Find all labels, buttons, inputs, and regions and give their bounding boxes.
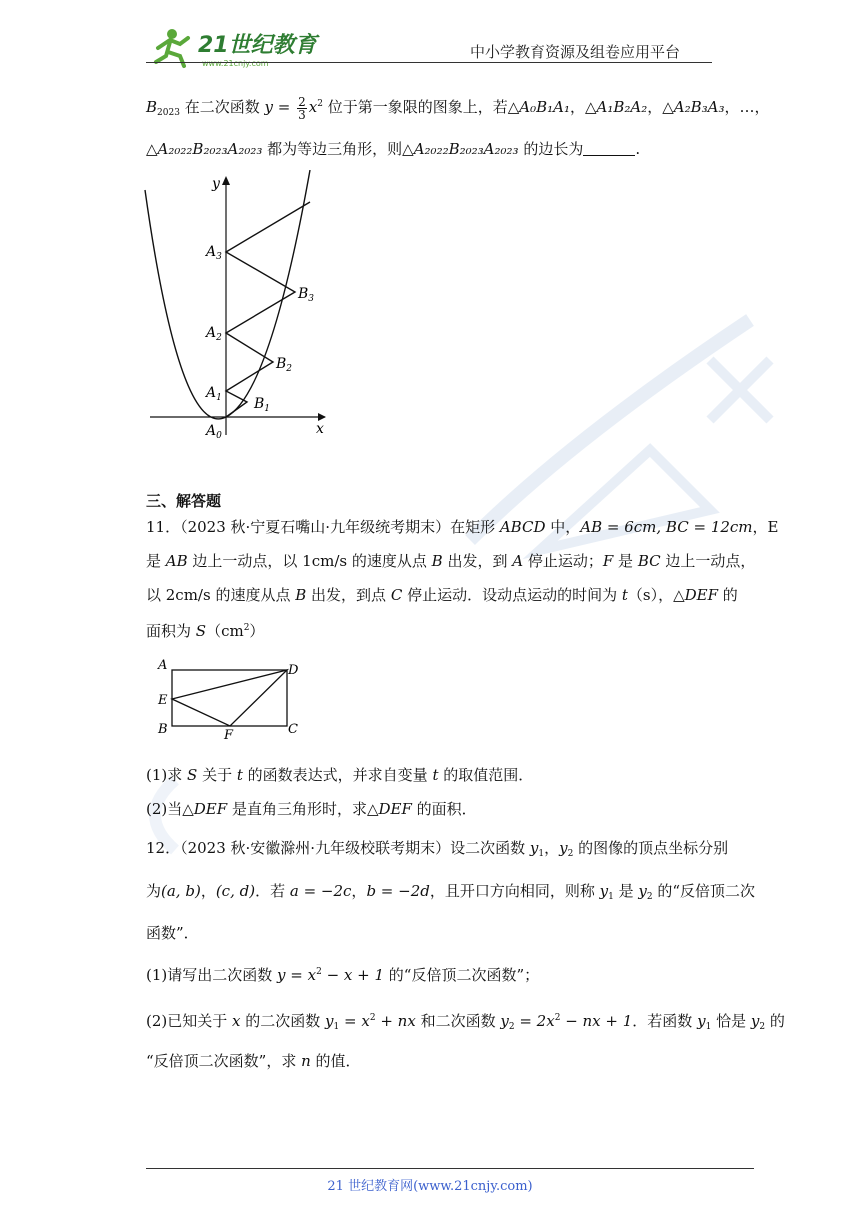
label-A: A: [158, 658, 168, 673]
q11-line1: 11．（2023 秋·宁夏石嘴山·九年级统考期末）在矩形 ABCD 中，AB = 6cm, BC = 12cm，E: [146, 518, 779, 536]
label-A3: $A_3$: [206, 244, 222, 262]
q11-part1: (1)求 S 关于 t 的函数表达式，并求自变量 t 的取值范围．: [146, 766, 534, 784]
rectangle-figure: [150, 655, 310, 740]
logo-text: 21世纪教育: [198, 33, 317, 58]
footer-link[interactable]: 21 世纪教育网(www.21cnjy.com): [327, 1179, 533, 1194]
answer-blank: [583, 141, 635, 156]
q12-line3: 函数”．: [146, 924, 199, 942]
q12-part3: “反倍顶二次函数”，求 n 的值．: [146, 1052, 361, 1070]
label-A1: $A_1$: [206, 385, 222, 403]
logo-url: www.21cnjy.com: [202, 59, 269, 68]
y-axis-arrow: [222, 176, 230, 185]
label-F: F: [224, 728, 234, 740]
runner-icon: [156, 29, 188, 66]
rectangle-abcd: [172, 670, 287, 726]
triangle-def: [172, 670, 287, 726]
label-E: E: [158, 693, 168, 708]
label-C: C: [288, 722, 298, 737]
parabola-figure: [140, 170, 340, 440]
q10-line1: $B_{2023}$ 在二次函数 y = $\frac{2}{3}$ $x^2$ 位于第一象限的图象上，若△A₀B₁A₁，△A₁B₂A₂，△A₂B₃A₃，…，: [146, 94, 770, 122]
platform-title: 中小学教育资源及组卷应用平台: [470, 43, 681, 61]
q11-line4: 面积为 $S(cm^2)$: [146, 622, 265, 640]
q11-line3: 以 2cm/s 的速度从点 B 出发，到点 C 停止运动．设动点运动的时间为 t（s），△DEF 的: [146, 586, 738, 604]
q11-line2: 是 AB 边上一动点，以 1cm/s 的速度从点 B 出发，到 A 停止运动；F 是 BC 边上一动点，: [146, 552, 756, 570]
q10-line2: △A₂₀₂₂B₂₀₂₃A₂₀₂₃ 都为等边三角形，则△A₂₀₂₂B₂₀₂₃A₂₀₂₃ 的边长为 .: [146, 140, 641, 158]
fraction: $\frac{2}{3}$: [298, 94, 306, 122]
q12-part1: (1)请写出二次函数 $y = x^2 - x + 1$ 的“反倍顶二次函数”；: [146, 966, 540, 984]
label-A2: $A_2$: [206, 325, 222, 343]
label-B3: $B_3$: [298, 286, 315, 304]
q11-part2: (2)当△DEF 是直角三角形时，求△DEF 的面积．: [146, 800, 477, 818]
parabola-curve: [145, 170, 310, 419]
q12-line2: 为(a, b)，(c, d)．若 a = −2c，b = −2d，且开口方向相同，则称 $y_1$ 是 $y_2$ 的“反倍顶二次: [146, 882, 756, 902]
label-B2: $B_2$: [276, 356, 293, 374]
x-axis-label: x: [316, 421, 324, 437]
site-logo: [150, 26, 320, 72]
section-heading: 三、解答题: [146, 492, 222, 510]
label-B: B: [158, 722, 168, 737]
label-D: D: [288, 663, 299, 678]
x-axis-arrow: [318, 413, 326, 421]
footer-rule: [146, 1168, 754, 1169]
q12-part2: (2)已知关于 x 的二次函数 $y_1 = x^2$ + nx 和二次函数 $y_2 = 2x^2$ − nx + 1．若函数 $y_1$ 恰是 $y_2$ 的: [146, 1012, 785, 1032]
label-A0: $A_0$: [206, 423, 222, 440]
y-axis-label: y: [212, 176, 220, 192]
label-B1: $B_1$: [254, 396, 271, 414]
q12-line1: 12．（2023 秋·安徽滁州·九年级校联考期末）设二次函数 $y_1$，$y_2$ 的图像的顶点坐标分别: [146, 839, 729, 859]
header-rule: [146, 62, 712, 63]
